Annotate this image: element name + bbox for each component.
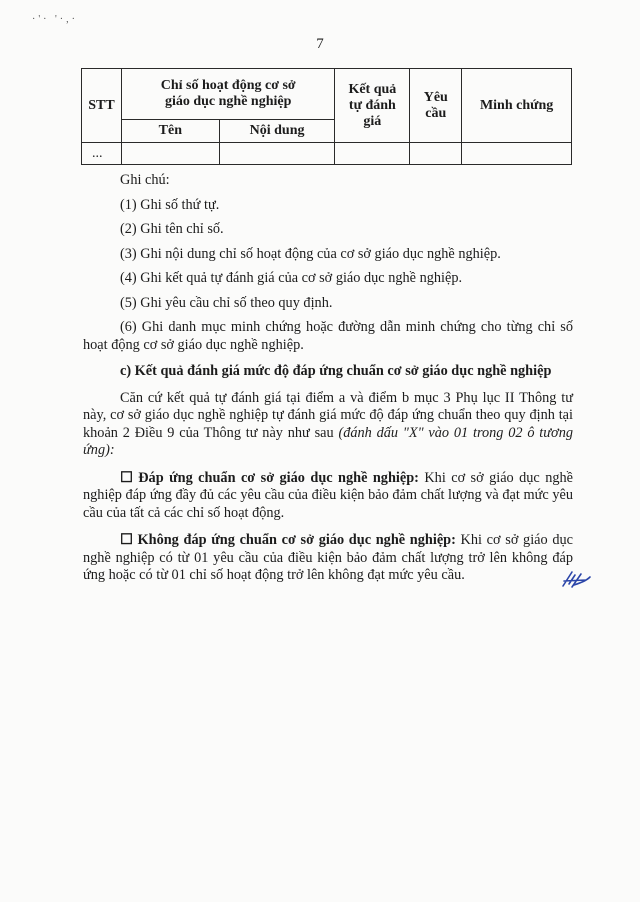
option-meets-standard <box>83 470 573 523</box>
note-item-1: (1) Ghi số thứ tự. <box>120 196 220 213</box>
option-1-label: ☐ Đáp ứng chuẩn cơ sở giáo dục nghề nghiệp: <box>120 469 419 486</box>
option-2-text: Khi cơ sở giáo dục nghề nghiệp có từ 01 yêu cầu của điều kiện bảo đảm chất lượng trở lên không đáp ứng hoặc có từ 01 chỉ số hoạt động trở lên không đạt mức yêu cầu. <box>83 532 573 583</box>
option-not-meets-standard <box>83 532 573 585</box>
header-evidence: Minh chứng <box>462 69 572 143</box>
option-2-label: ☐ Không đáp ứng chuẩn cơ sở giáo dục nghề nghiệp: <box>120 532 456 548</box>
note-item-3: (3) Ghi nội dung chỉ số hoạt động của cơ sở giáo dục nghề nghiệp. <box>120 245 501 262</box>
notes-title: Ghi chú: <box>120 172 170 188</box>
header-name: Tên <box>121 120 219 143</box>
table-cell <box>121 143 219 165</box>
document-body <box>83 172 573 585</box>
table-cell <box>462 143 572 165</box>
table-cell <box>219 143 335 165</box>
table-cell <box>410 143 462 165</box>
header-result: Kết quả tự đánh giá <box>335 69 410 143</box>
note-item-4: (4) Ghi kết quả tự đánh giá của cơ sở giáo dục nghề nghiệp. <box>120 270 463 286</box>
option-1-text: Khi cơ sở giáo dục nghề nghiệp đáp ứng đầy đủ các yêu cầu của điều kiện bảo đảm chất lượng và đạt mức yêu cầu của tất cả các chỉ số hoạt động. <box>83 469 573 521</box>
table-cell-stt: ... <box>82 143 122 165</box>
section-c-heading: c) Kết quả đánh giá mức độ đáp ứng chuẩn cơ sở giáo dục nghề nghiệp <box>120 363 552 379</box>
scan-specks: ·'· '·,· <box>32 14 78 25</box>
intro-note: (đánh dấu "X" vào 01 trong 02 ô tương ứng): <box>83 424 573 458</box>
header-stt: STT <box>82 69 122 143</box>
header-requirement: Yêu cầu <box>410 69 462 143</box>
indicator-table <box>81 68 572 165</box>
page-number: 7 <box>316 36 324 52</box>
note-item-6: (6) Ghi danh mục minh chứng hoặc đường dẫn minh chứng cho từng chỉ số hoạt động cơ sở giáo dục nghề nghiệp. <box>83 319 573 353</box>
note-item-2: (2) Ghi tên chỉ số. <box>120 221 224 237</box>
intro-text: Căn cứ kết quả tự đánh giá tại điểm a và điểm b mục 3 Phụ lục II Thông tư này, cơ sở giáo dục nghề nghiệp tự đánh giá mức độ đáp ứng chuẩn theo quy định tại khoản 2 Điều 9 của Thông tư này như sau <box>83 389 573 441</box>
initial-signature <box>560 566 592 592</box>
table-cell <box>335 143 410 165</box>
note-item-5: (5) Ghi yêu cầu chỉ số theo quy định. <box>120 294 333 311</box>
header-content: Nội dung <box>219 120 335 143</box>
section-c-intro <box>83 390 573 460</box>
header-indicator: Chỉ số hoạt động cơ sở giáo dục nghề nghiệp <box>121 69 335 120</box>
